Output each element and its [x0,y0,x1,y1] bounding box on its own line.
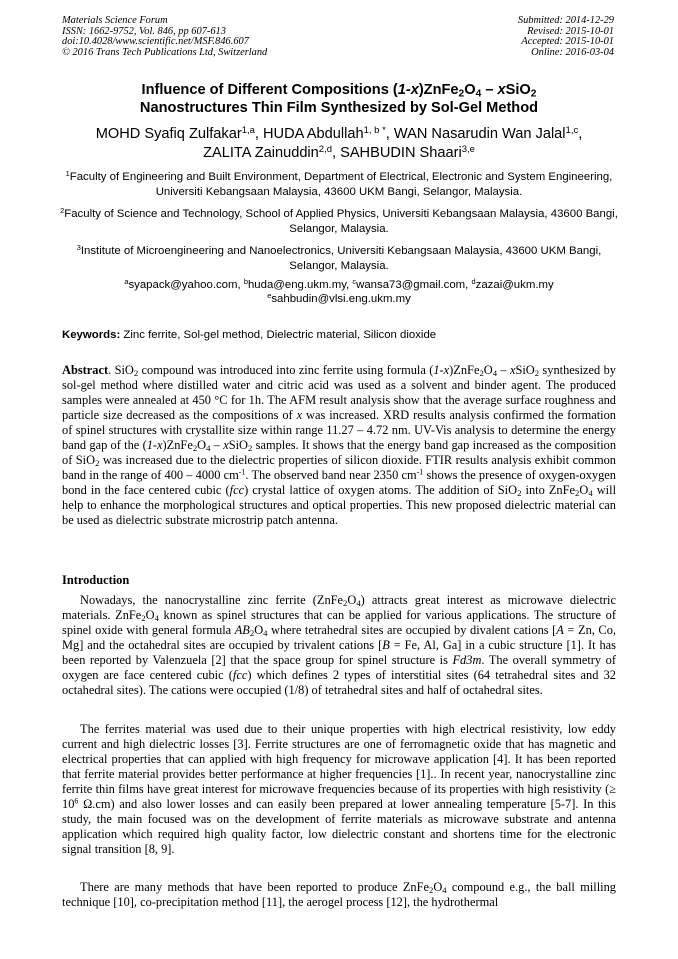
section-heading-introduction: Introduction [62,573,130,587]
author-list: MOHD Syafiq Zulfakar$^{1,a}$, HUDA Abdullah$^{1, b *}$, WAN Nasarudin Wan Jalal$^{1,c}$, ZALITA Zainuddin$^{2,d}$, SAHBUDIN Shaari$^{3,e}$ [95,124,583,161]
keywords [62,328,618,343]
doi-line: doi:10.4028/www.scientific.net/MSF.846.607 [62,36,249,48]
author-name: , HUDA Abdullah [254,126,364,142]
keywords-text: Zinc ferrite, Sol-gel method, Dielectric material, Silicon dioxide [120,329,437,341]
author-name: ZALITA Zainuddin [203,144,319,161]
author-emails: $^a$syapack@yahoo.com, $^b$huda@eng.ukm.my, $^c$wansa73@gmail.com, $^d$zazai@ukm.my $^e$sahbudin@vlsi.eng.ukm.my [124,276,554,306]
paragraph: There are many methods that have been reported to produce $ZnFe_2O_4$ compound e.g., the ball milling technique [10], co-precipitation method [11], the aerogel process [12], the hydrothermal [62,880,616,910]
journal-name: Materials Science Forum [62,15,168,26]
accepted-date: Accepted: 2015-10-01 [521,36,614,48]
submitted-date: Submitted: 2014-12-29 [517,15,614,26]
paper-title: Influence of Different Compositions $(1-x)ZnFe_2O_4$ – xSiO$_2$ Nanostructures Thin Film Synthesized by Sol-Gel Method [139,82,539,116]
abstract-label: Abstract [62,363,109,377]
author-name: , SAHBUDIN Shaari [331,144,462,161]
revised-date: Revised: 2015-10-01 [527,25,614,37]
copyright-line: © 2016 Trans Tech Publications Ltd, Switzerland [62,46,268,58]
author-name: MOHD Syafiq Zulfakar [95,126,242,142]
online-date: Online: 2016-03-04 [531,46,614,58]
affiliation-3: $^3$Institute of Microengineering and Nanoelectronics, Universiti Kebangsaan Malaysia, 43600 UKM Bangi, Selangor, Malaysia. [76,242,602,273]
keywords-label: Keywords: [62,329,121,341]
journal-info [62,16,267,58]
paragraph: Nowadays, the nanocrystalline zinc ferrite $(ZnFe_2O_4)$ attracts great interest as microwave dielectric materials. $ZnFe_2O_4$ known as spinel structures that can be applied for various applications. The structure of spinel oxide with general formula $AB_2O_4$ where tetrahedral sites are occupied by divalent cations [A = Zn, Co, Mg] and the octahedral sites are occupied by trivalent cations [B = Fe, Al, Ga] in a cubic structure [1]. It has been reported by Valenzuela [2] that the space group for spinel structure is Fd3m. The overall symmetry of oxygen are face centered cubic (fcc) which defines 2 types of interstitial sites (64 tetrahedral sites and 32 octahedral sites). The cations were occupied (1/8) of tetrahedral sites and half of octahedral sites. [62,593,616,698]
affiliation-1: $^1$Faculty of Engineering and Built Environment, Department of Electrical, Electronic and System Engineering, Universiti Kebangsaan Malaysia, 43600 UKM Bangi, Selangor, Malaysia. [65,168,613,199]
submission-dates [518,16,614,58]
paragraph: The ferrites material was used due to their unique properties with high electrical resistivity, low eddy current and high dielectric losses [3]. Ferrite structures are one of ferromagnetic oxide that has magnetic and electrical properties that can applied with high frequency for microwave application [4]. It has been reported that ferrite material provides better performance at higher frequencies [1].. In recent year, nanocrystalline zinc ferrite thin films have great interest for microwave frequencies because of its properties with high resistivity (≥ $10^6$ Ω.cm) and also lower losses and can easily been prepared at lower annealing temperature [5-7]. In this study, the main focused was on the development of ferrite materials as microwave substrate and antenna application which required high quality factor, low dielectric constant and shortens time for the electronic signal transition [8, 9]. [62,722,616,857]
abstract: Abstract. SiO$_2$ compound was introduced into zinc ferrite using formula $(1-x)ZnFe_2O_4$ – xSiO$_2$ synthesized by sol-gel method where distilled water and citric acid was used as a solvent and binder agent. The produced samples were annealed at 450 °C for 1h. The AFM result analysis show that the average surface roughness and particle size decreased as the compositions of x was increased. XRD results analysis confirmed the formation of spinel structures with crystallite size within range 11.27 – 4.72 nm. UV-Vis analysis to determine the energy band gap of the $(1-x)ZnFe_2O_4$ – xSiO$_2$ samples. It shows that the energy band gap increased as the composition of SiO$_2$ was increased due to the dielectric properties of silicon dioxide. FTIR results analysis exhibit common band in the range of 400 – 4000 $cm^{-1}$. The observed band near 2350 $cm^{-1}$ shows the presence of oxygen-oxygen bond in the face centered cubic (fcc) crystal lattice of oxygen atoms. The addition of SiO$_2$ into $ZnFe_2O_4$ will help to enhance the morphological structures and optical properties. This new proposed dielectric material can be used as dielectric substrate microstrip patch antenna. [62,363,617,528]
author-name: , WAN Nasarudin Wan Jalal [385,126,566,142]
issn-line: ISSN: 1662-9752, Vol. 846, pp 607-613 [62,25,226,37]
affiliation-2: $^2$Faculty of Science and Technology, School of Applied Physics, Universiti Kebangsaan Malaysia, 43600 Bangi, Selangor, Malaysia. [60,205,618,236]
